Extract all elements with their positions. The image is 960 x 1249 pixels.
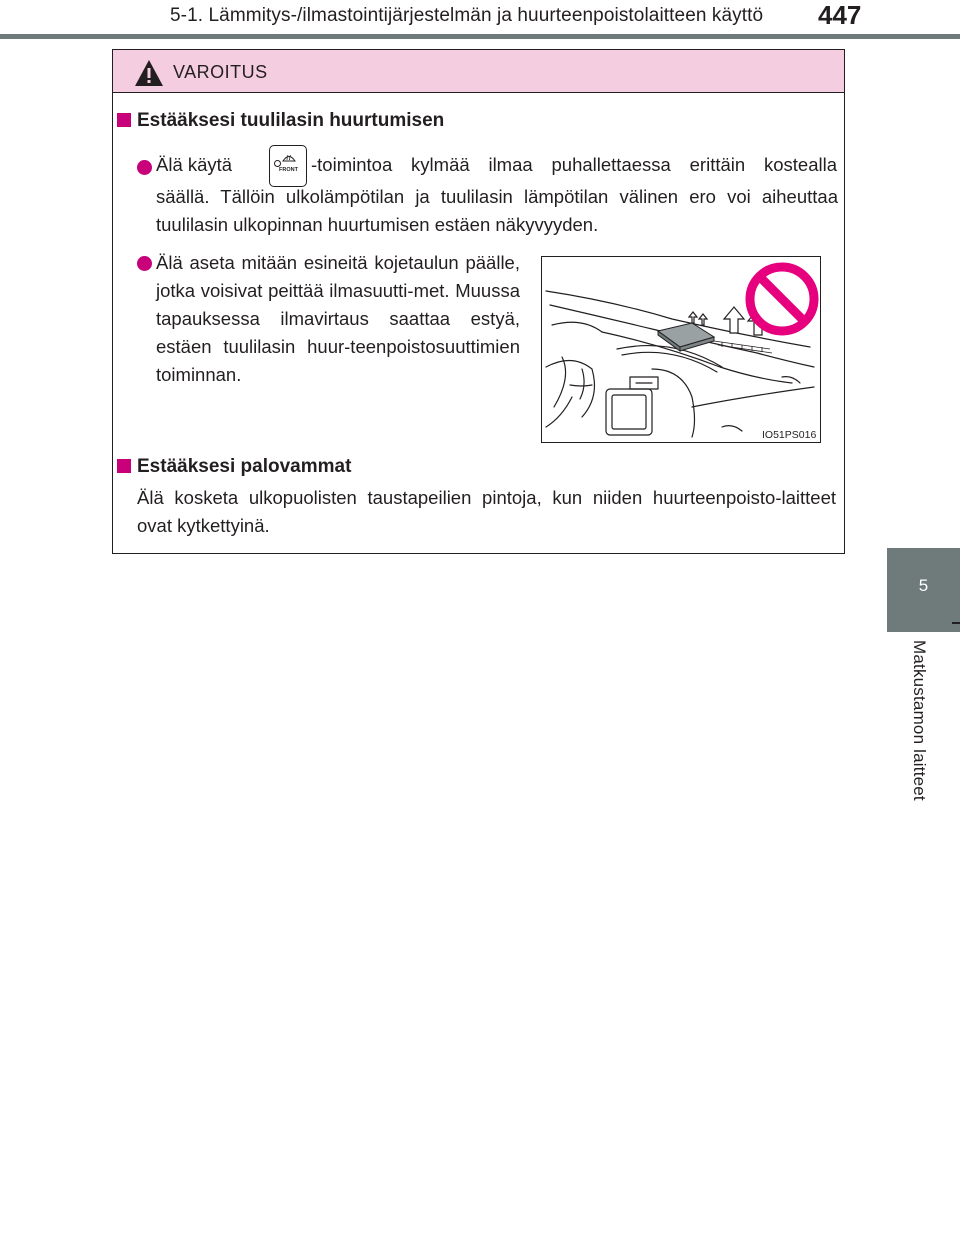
bullet-text-start: Älä käytä bbox=[156, 154, 233, 175]
prohibition-icon bbox=[750, 267, 814, 331]
round-bullet-icon bbox=[137, 160, 152, 175]
warning-header bbox=[113, 50, 844, 93]
chapter-tab bbox=[887, 548, 960, 632]
chapter-label: Matkustamon laitteet bbox=[910, 640, 929, 801]
round-bullet-icon bbox=[137, 256, 152, 271]
dashboard-illustration bbox=[541, 256, 821, 443]
section-heading-defog: Estääksesi tuulilasin huurtumisen bbox=[117, 110, 444, 132]
bullet-text-dashboard: Älä aseta mitään esineitä kojetaulun päälle, jotka voisivat peittää ilmasuutti-met. Muussa tapauksessa ilmavirtaus saattaa estyä, estäen tuulilasin huur-teenpoistosuuttimien toiminnan. bbox=[156, 252, 520, 385]
section-title: 5-1. Lämmitys-/ilmastointijärjestelmän ja huurteenpoistolaitteen käyttö bbox=[170, 5, 764, 26]
bullet-text-continuation: säällä. Tällöin ulkolämpötilan ja tuulilasin lämpötilan välinen ero voi aiheuttaa tuulilasin ulkopinnan huurtumisen estäen näkyvyyden. bbox=[156, 186, 838, 235]
front-defroster-button-icon bbox=[269, 145, 307, 187]
burns-text: Älä kosketa ulkopuolisten taustapeilien pintoja, kun niiden huurteenpoisto-laitteet ovat kytkettyinä. bbox=[137, 487, 836, 536]
warning-box bbox=[112, 49, 845, 554]
square-bullet-icon bbox=[117, 113, 131, 127]
figure-code: IO51PS016 bbox=[762, 429, 817, 441]
header-rule bbox=[0, 34, 960, 39]
defroster-icon bbox=[282, 151, 296, 163]
square-bullet-icon bbox=[117, 459, 131, 473]
warning-title: VAROITUS bbox=[173, 62, 268, 82]
page-header bbox=[0, 0, 960, 40]
page-number: 447 bbox=[818, 0, 862, 30]
tab-tick bbox=[952, 622, 960, 624]
dashboard-drawing bbox=[542, 257, 820, 442]
section-heading-burns: Estääksesi palovammat bbox=[117, 456, 351, 478]
chapter-number: 5 bbox=[918, 576, 929, 595]
warning-triangle-icon bbox=[134, 59, 164, 87]
bullet-text-after-button: -toimintoa kylmää ilmaa puhallettaessa erittäin kostealla bbox=[311, 154, 837, 175]
front-button-label: FRONT bbox=[279, 167, 298, 173]
indicator-light-icon bbox=[274, 160, 281, 167]
